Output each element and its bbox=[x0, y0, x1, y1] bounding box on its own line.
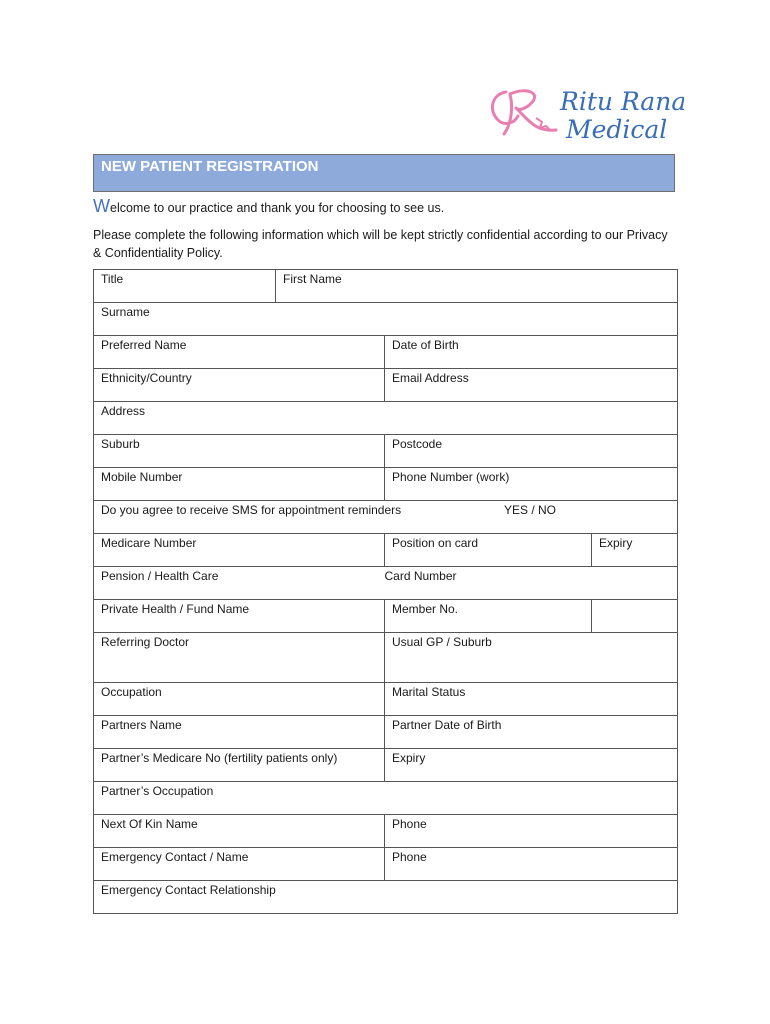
mobile-label: Mobile Number bbox=[101, 470, 183, 484]
logo-line1: Ritu Rana bbox=[560, 87, 684, 116]
position-card-field[interactable] bbox=[385, 534, 592, 567]
pension-label: Pension / Health Care bbox=[101, 569, 219, 583]
form-title-bar bbox=[93, 154, 675, 192]
partner-dob-label: Partner Date of Birth bbox=[392, 718, 502, 732]
partner-occupation-field[interactable] bbox=[94, 782, 678, 815]
partner-expiry-field[interactable] bbox=[385, 749, 678, 782]
pension-field[interactable] bbox=[94, 567, 385, 600]
email-field[interactable] bbox=[385, 369, 678, 402]
emergency-contact-field[interactable] bbox=[94, 848, 385, 881]
member-no-field[interactable] bbox=[385, 600, 592, 633]
welcome-rest: elcome to our practice and thank you for choosing to see us. bbox=[110, 201, 445, 215]
preferred-name-field[interactable] bbox=[94, 336, 385, 369]
medicare-label: Medicare Number bbox=[101, 536, 197, 550]
medicare-field[interactable] bbox=[94, 534, 385, 567]
emergency-phone-field[interactable] bbox=[385, 848, 678, 881]
card-number-field[interactable] bbox=[385, 567, 678, 600]
position-card-label: Position on card bbox=[392, 536, 479, 550]
next-of-kin-label: Next Of Kin Name bbox=[101, 817, 198, 831]
ethnicity-label: Ethnicity/Country bbox=[101, 371, 192, 385]
first-name-field[interactable] bbox=[276, 270, 678, 303]
postcode-label: Postcode bbox=[392, 437, 443, 451]
postcode-field[interactable] bbox=[385, 435, 678, 468]
marital-status-field[interactable] bbox=[385, 683, 678, 716]
usual-gp-field[interactable] bbox=[385, 633, 678, 683]
emergency-relationship-field[interactable] bbox=[94, 881, 678, 914]
email-label: Email Address bbox=[392, 371, 469, 385]
partner-medicare-field[interactable] bbox=[94, 749, 385, 782]
sms-yes-no[interactable]: YES / NO bbox=[504, 503, 557, 517]
dob-field[interactable] bbox=[385, 336, 678, 369]
registration-form bbox=[93, 269, 678, 914]
marital-status-label: Marital Status bbox=[392, 685, 466, 699]
surname-label: Surname bbox=[101, 305, 150, 319]
card-number-label: Card Number bbox=[384, 569, 457, 583]
private-health-label: Private Health / Fund Name bbox=[101, 602, 250, 616]
private-health-field[interactable] bbox=[94, 600, 385, 633]
phone-work-field[interactable] bbox=[385, 468, 678, 501]
first-name-label: First Name bbox=[283, 272, 342, 286]
phone-work-label: Phone Number (work) bbox=[392, 470, 510, 484]
preferred-name-label: Preferred Name bbox=[101, 338, 187, 352]
partner-name-label: Partners Name bbox=[101, 718, 182, 732]
suburb-label: Suburb bbox=[101, 437, 140, 451]
suburb-field[interactable] bbox=[94, 435, 385, 468]
address-label: Address bbox=[101, 404, 146, 418]
surname-field[interactable] bbox=[94, 303, 678, 336]
ethnicity-field[interactable] bbox=[94, 369, 385, 402]
next-of-kin-phone-label: Phone bbox=[392, 817, 427, 831]
emergency-relationship-label: Emergency Contact Relationship bbox=[101, 883, 276, 897]
medicare-expiry-label: Expiry bbox=[599, 536, 633, 550]
confidentiality-note: Please complete the following information which will be kept strictly confidential according to our Privacy & Confidentiality Policy. bbox=[93, 228, 668, 260]
welcome-initial: W bbox=[93, 196, 110, 216]
referring-doctor-field[interactable] bbox=[94, 633, 385, 683]
referring-doctor-label: Referring Doctor bbox=[101, 635, 190, 649]
partner-medicare-label: Partner’s Medicare No (fertility patients only) bbox=[101, 751, 338, 765]
member-no-label: Member No. bbox=[392, 602, 459, 616]
clinic-logo bbox=[484, 80, 684, 146]
sms-consent-label: Do you agree to receive SMS for appointment reminders bbox=[101, 503, 402, 517]
title-label: Title bbox=[101, 272, 124, 286]
usual-gp-label: Usual GP / Suburb bbox=[392, 635, 492, 649]
partner-occupation-label: Partner’s Occupation bbox=[101, 784, 214, 798]
emergency-phone-label: Phone bbox=[392, 850, 427, 864]
logo-line2: Medical bbox=[566, 115, 668, 144]
next-of-kin-field[interactable] bbox=[94, 815, 385, 848]
title-field[interactable] bbox=[94, 270, 276, 303]
emergency-contact-label: Emergency Contact / Name bbox=[101, 850, 249, 864]
address-field[interactable] bbox=[94, 402, 678, 435]
occupation-field[interactable] bbox=[94, 683, 385, 716]
mobile-field[interactable] bbox=[94, 468, 385, 501]
medicare-expiry-field[interactable] bbox=[592, 534, 678, 567]
dob-label: Date of Birth bbox=[392, 338, 459, 352]
partner-dob-field[interactable] bbox=[385, 716, 678, 749]
occupation-label: Occupation bbox=[101, 685, 162, 699]
next-of-kin-phone-field[interactable] bbox=[385, 815, 678, 848]
member-extra-field[interactable] bbox=[592, 600, 678, 633]
sms-consent-field[interactable] bbox=[94, 501, 678, 534]
form-title: NEW PATIENT REGISTRATION bbox=[101, 158, 319, 175]
welcome-text bbox=[93, 196, 444, 217]
partner-expiry-label: Expiry bbox=[392, 751, 426, 765]
partner-name-field[interactable] bbox=[94, 716, 385, 749]
